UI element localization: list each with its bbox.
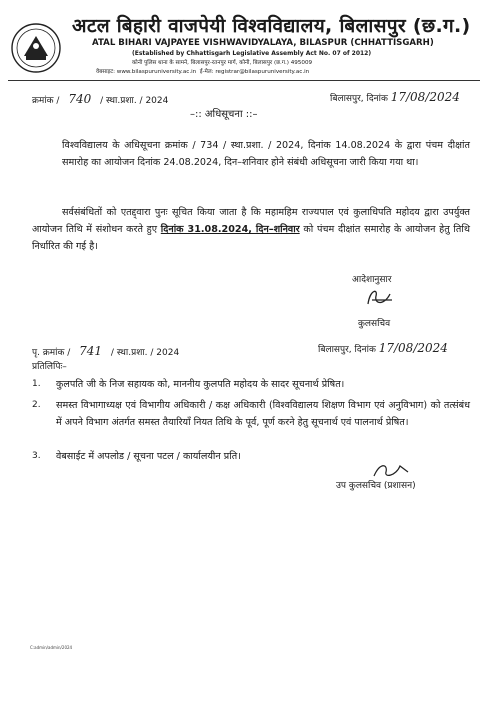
signature-registrar-icon: [362, 286, 402, 310]
endorsement-number: 741: [79, 344, 103, 358]
university-name-english: ATAL BIHARI VAJPAYEE VISHWAVIDYALAYA, BILASPUR (CHHATTISGARH): [92, 38, 434, 48]
order-number: 740: [68, 92, 92, 106]
university-address: कोनी पुलिस थाना के सामने, बिलासपुर-रतनपुर मार्ग, कोनी, बिलासपुर (छ.ग.) 495009: [132, 60, 313, 66]
order-by-text: आदेशानुसार: [352, 275, 392, 285]
order-date-line: [330, 90, 460, 104]
endorsement-number-line: [32, 344, 179, 358]
paragraph-1: विश्वविद्यालय के अधिसूचना क्रमांक / 734 / स्था.प्रशा. / 2024, दिनांक 14.08.2024 के द्वारा पंचम दीक्षांत समारोह का आयोजन दिनांक 24.08.2024, दिन–शनिवार होने संबंधी अधिसूचना जारी किया गया था।: [62, 140, 470, 168]
place-date-label: बिलासपुर, दिनांक: [330, 94, 388, 104]
email-label: ई-मेल: [199, 69, 212, 75]
footer-file-code: C:admin/admin/2024: [30, 645, 73, 650]
endorsement-date: 17/08/2024: [378, 341, 448, 355]
order-number-line: [32, 92, 168, 106]
copy-item: कुलपति जी के निज सहायक को, माननीय कुलपति महोदय के सादर सूचनार्थ प्रेषित।: [56, 379, 345, 390]
website-link[interactable]: www.bilaspuruniversity.ac.in: [116, 69, 197, 75]
copy-item: वेबसाईट में अपलोड / सूचना पटल / कार्यालयीन प्रति।: [56, 451, 241, 462]
endorsement-number-suffix: / स्था.प्रशा. / 2024: [110, 348, 180, 358]
establishment-note: (Established by Chhattisgarh Legislative Assembly Act No. 07 of 2012): [132, 50, 372, 57]
endorsement-number-label: पृ. क्रमांक /: [32, 348, 71, 358]
endorsement-place-date-label: बिलासपुर, दिनांक: [318, 345, 376, 355]
copy-item-number: 2.: [32, 400, 41, 410]
contact-line: वेबसाइट: www.bilaspuruniversity.ac.in ई-मेल: registrar@bilaspuruniversity.ac.in: [96, 69, 310, 75]
website-label: वेबसाइट: [96, 69, 114, 75]
header-divider: [8, 80, 480, 81]
notice-title: –:: अधिसूचना ::–: [190, 109, 258, 120]
paragraph-2-text-end: को पंचम दीक्षांत समारोह के आयोजन हेतु तिथि निर्धारित की गई है।: [32, 224, 470, 252]
email-link[interactable]: registrar@bilaspuruniversity.ac.in: [215, 69, 310, 75]
order-date: 17/08/2024: [390, 90, 460, 104]
university-name-hindi: अटल बिहारी वाजपेयी विश्वविद्यालय, बिलासपुर (छ.ग.): [72, 15, 471, 37]
university-logo-icon: [10, 22, 62, 74]
order-number-suffix: / स्था.प्रशा. / 2024: [100, 96, 169, 106]
endorsement-date-line: [318, 341, 448, 355]
copy-item-number: 3.: [32, 451, 41, 461]
paragraph-2: [32, 204, 470, 255]
revised-date-highlight: दिनांक 31.08.2024, दिन–शनिवार: [160, 224, 300, 235]
registrar-designation: कुलसचिव: [358, 319, 391, 329]
copy-item-number: 1.: [32, 379, 41, 389]
copy-label: प्रतिलिपिः–: [32, 362, 67, 372]
paragraph-2-text: सर्वसंबंधितों को एतद्द्वारा पुनः सूचित किया जाता है कि महामहिम राज्यपाल एवं कुलाधिपति महोदय द्वारा उपर्युक्त आयोजन तिथि में संशोधन करते हुए: [32, 207, 470, 235]
order-number-label: क्रमांक /: [32, 96, 60, 106]
deputy-registrar-designation: उप कुलसचिव (प्रशासन): [336, 481, 416, 491]
copy-item: समस्त विभागाध्यक्ष एवं विभागीय अधिकारी / कक्ष अधिकारी (विश्वविद्यालय शिक्षण विभाग एवं अनुविभाग) को तत्संबंध में अपने विभाग अंतर्गत समस्त तैयारियाँ नियत तिथि के पूर्व, पूर्ण करने हेतु सूचनार्थ एवं पालनार्थ प्रेषित।: [56, 400, 470, 428]
